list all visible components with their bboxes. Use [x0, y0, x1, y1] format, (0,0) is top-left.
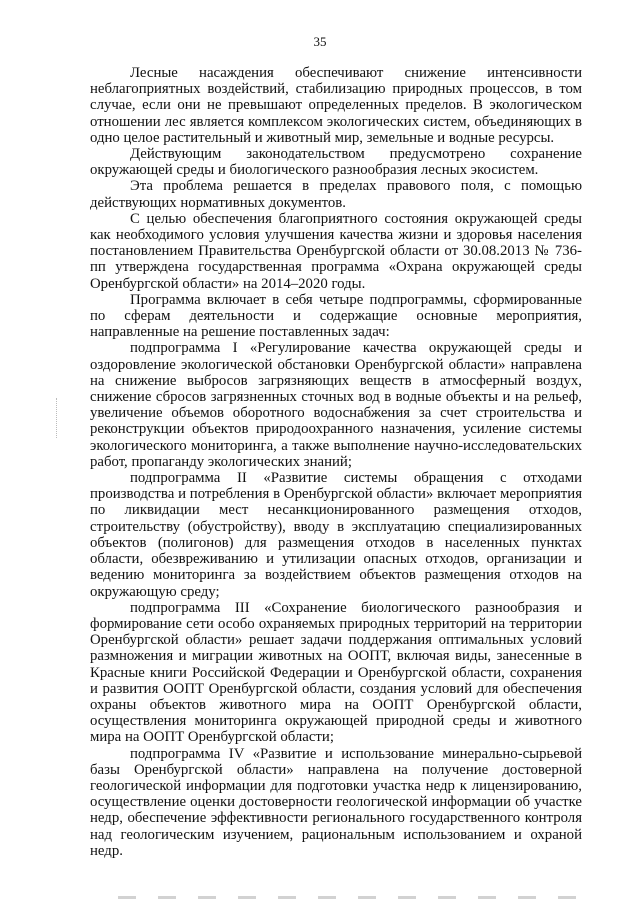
paragraph-subprogram-1: подпрограмма I «Регулирование качества окружающей среды и оздоровление экологической обстановки Оренбургской области» направлена на снижение выбросов загрязняющих веществ в атмосферный воздух, снижение сбросов загрязненных сточных вод в водные объекты и на рельеф, увеличение объемов оборотного водоснабжения за счет строительства и реконструкции объектов природоохранного назначения, усиление системы экологического мониторинга, а также выполнение научно-исследовательских работ, пропаганду экологических знаний; [90, 340, 582, 470]
page-number: 35 [313, 34, 327, 49]
paragraph-state-program: С целью обеспечения благоприятного состояния окружающей среды как необходимого условия улучшения качества жизни и здоровья населения постановлением Правительства Оренбургской области от 30.08.2013 № 736-пп утверждена государственная программа «Охрана окружающей среды Оренбургской области» на 2014–2020 годы. [90, 210, 582, 292]
paragraph-subprograms-intro: Программа включает в себя четыре подпрограммы, сформированные по сферам деятельности и содержащие основные мероприятия, направленные на решение поставленных задач: [90, 291, 582, 341]
scan-bottom-edge-artifact [118, 896, 588, 899]
paragraph-legislation: Действующим законодательством предусмотрено сохранение окружающей среды и биологического разнообразия лесных экосистем. [90, 146, 582, 179]
paragraph-subprogram-4: подпрограмма IV «Развитие и использование минерально-сырьевой базы Оренбургской области» направлена на получение достоверной геологической информации для подготовки участка недр к лицензированию, осуществление оценки достоверности геологической информации об участке недр, обеспечение эффективности регионального государственного контроля над геологическим изучением, рациональным использованием и охраной недр. [90, 745, 582, 859]
paragraph-subprogram-3: подпрограмма III «Сохранение биологического разнообразия и формирование сети особо охраняемых природных территорий на территории Оренбургской области» решает задачи поддержания оптимальных условий размножения и миграции животных на ООПТ, включая виды, занесенные в Красные книги Российской Федерации и Оренбургской области, сохранения и развития ООПТ Оренбургской области, создания условий для обеспечения охраны объектов животного мира на ООПТ Оренбургской области, осуществления мониторинга окружающей природной среды и животного мира на ООПТ Оренбургской области; [90, 599, 582, 746]
paragraph-subprogram-2: подпрограмма II «Развитие системы обращения с отходами производства и потребления в Оренбургской области» включает мероприятия по ликвидации мест несанкционированного размещения отходов, строительству (обустройству), вводу в эксплуатацию специализированных объектов (полигонов) для размещения отходов в населенных пунктах области, обезвреживанию и утилизации опасных отходов, организации и ведению мониторинга за воздействием объектов размещения отходов на окружающую среду; [90, 470, 582, 600]
paragraph-forest-plantings: Лесные насаждения обеспечивают снижение интенсивности неблагоприятных воздействий, стабилизацию природных процессов, в том случае, если они не превышают определенных пределов. В экологическом отношении лес является комплексом экологических систем, объединяющих в одно целое растительный и животный мир, земельные и водные ресурсы. [90, 65, 582, 146]
document-body [90, 65, 582, 859]
paragraph-legal-field: Эта проблема решается в пределах правового поля, с помощью действующих нормативных документов. [90, 178, 582, 211]
scan-margin-artifact [56, 398, 58, 438]
